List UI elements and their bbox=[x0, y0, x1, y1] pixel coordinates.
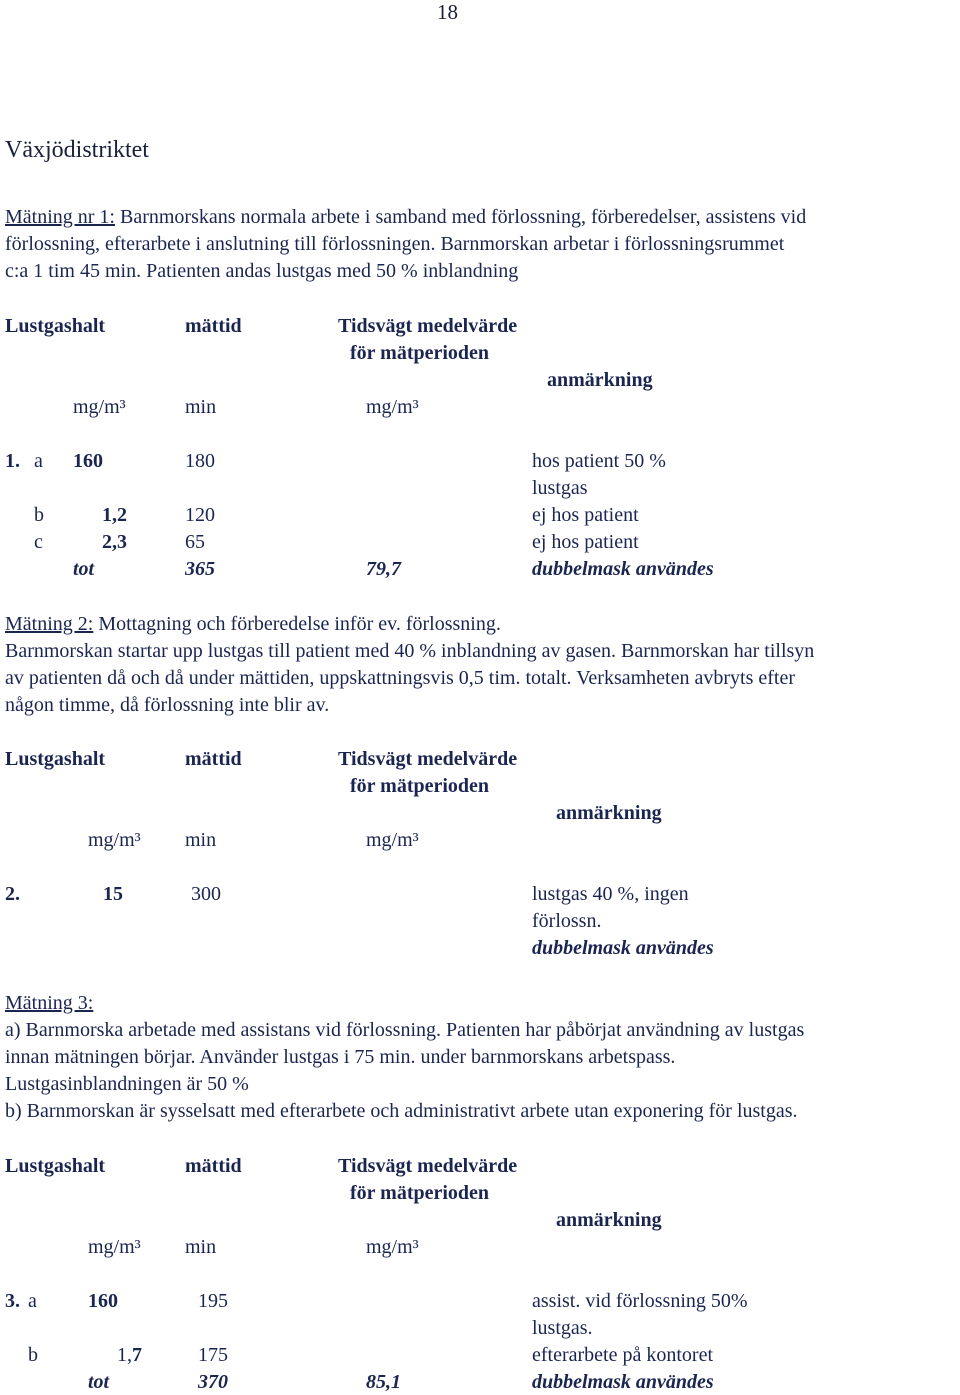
remark-line-3: dubbelmask användes bbox=[532, 937, 714, 959]
unit-concentration: mg/m³ bbox=[73, 396, 126, 418]
row-number: 3. bbox=[5, 1290, 20, 1312]
concentration-integer-part: 1, bbox=[117, 1344, 132, 1366]
time-value: 175 bbox=[198, 1344, 228, 1366]
row-sub-label: b bbox=[28, 1344, 38, 1366]
total-twa: 85,1 bbox=[366, 1371, 401, 1393]
time-value: 120 bbox=[185, 504, 215, 526]
measurement-1-label: Mätning nr 1: bbox=[5, 206, 115, 228]
col-header-for-period: för mätperioden bbox=[350, 1182, 490, 1204]
total-remark: dubbelmask användes bbox=[532, 1371, 714, 1393]
unit-concentration: mg/m³ bbox=[88, 1236, 141, 1258]
remark-line-2: lustgas bbox=[532, 477, 588, 499]
col-header-lustgashalt: Lustgashalt bbox=[5, 1155, 106, 1177]
remark: ej hos patient bbox=[532, 531, 639, 553]
time-value: 195 bbox=[198, 1290, 228, 1312]
col-header-lustgashalt: Lustgashalt bbox=[5, 748, 106, 770]
section-heading: Växjödistriktet bbox=[5, 137, 149, 163]
col-header-anmarkning: anmärkning bbox=[547, 369, 653, 391]
row-number: 2. bbox=[5, 883, 20, 905]
row-sub-label: c bbox=[34, 531, 43, 553]
total-twa: 79,7 bbox=[366, 558, 401, 580]
measurement-3-label: Mätning 3: bbox=[5, 992, 94, 1014]
concentration-value: 1,2 bbox=[102, 504, 127, 526]
total-label: tot bbox=[88, 1371, 110, 1393]
concentration-value: 160 bbox=[73, 450, 103, 472]
m1-text-line-2: förlossning, efterarbete i anslutning till förlossningen. Barnmorskan arbetar i förlossningsrummet bbox=[5, 233, 785, 255]
total-time: 365 bbox=[185, 558, 215, 580]
remark: ej hos patient bbox=[532, 504, 639, 526]
concentration-value bbox=[117, 1343, 142, 1367]
m3-text-line-1: a) Barnmorska arbetade med assistans vid förlossning. Patienten har påbörjat användning av lustgas bbox=[5, 1019, 805, 1041]
m3-text-line-2: innan mätningen börjar. Använder lustgas i 75 min. under barnmorskans arbetspass. bbox=[5, 1046, 676, 1068]
measurement-2-description bbox=[5, 611, 960, 719]
measurement-1-description bbox=[5, 204, 960, 285]
concentration-value: 2,3 bbox=[102, 531, 127, 553]
page-number: 18 bbox=[437, 0, 458, 24]
row-sub-label: b bbox=[34, 504, 44, 526]
unit-twa: mg/m³ bbox=[366, 396, 419, 418]
m2-text-line-1: Mottagning och förberedelse inför ev. förlossning. bbox=[93, 613, 501, 635]
col-header-anmarkning: anmärkning bbox=[556, 1209, 662, 1231]
measurement-3-description bbox=[5, 990, 960, 1125]
unit-twa: mg/m³ bbox=[366, 829, 419, 851]
col-header-for-period: för mätperioden bbox=[350, 775, 490, 797]
remark-line-2: förlossn. bbox=[532, 910, 602, 932]
concentration-decimal-part: 7 bbox=[132, 1344, 142, 1366]
remark-line-2: lustgas. bbox=[532, 1317, 593, 1339]
time-value: 65 bbox=[185, 531, 205, 553]
concentration-value: 15 bbox=[103, 883, 123, 905]
remark-line-1: assist. vid förlossning 50% bbox=[532, 1290, 748, 1312]
time-value: 300 bbox=[191, 883, 221, 905]
col-header-tidsvagt: Tidsvägt medelvärde bbox=[338, 1155, 518, 1177]
col-header-for-period: för mätperioden bbox=[350, 342, 490, 364]
col-header-tidsvagt: Tidsvägt medelvärde bbox=[338, 315, 518, 337]
concentration-value: 160 bbox=[88, 1290, 118, 1312]
m3-text-line-3: Lustgasinblandningen är 50 % bbox=[5, 1073, 249, 1095]
measurement-2-label: Mätning 2: bbox=[5, 613, 94, 635]
remark: efterarbete på kontoret bbox=[532, 1344, 714, 1366]
col-header-tidsvagt: Tidsvägt medelvärde bbox=[338, 748, 518, 770]
remark-line-1: lustgas 40 %, ingen bbox=[532, 883, 689, 905]
col-header-mattid: mättid bbox=[185, 1155, 242, 1177]
time-value: 180 bbox=[185, 450, 215, 472]
total-label: tot bbox=[73, 558, 95, 580]
total-remark: dubbelmask användes bbox=[532, 558, 714, 580]
m2-text-line-4: någon timme, då förlossning inte blir av. bbox=[5, 694, 330, 716]
m3-text-line-4: b) Barnmorskan är sysselsatt med efterarbete och administrativt arbete utan exponering för lustgas. bbox=[5, 1100, 798, 1122]
row-sub-label: a bbox=[34, 450, 43, 472]
col-header-mattid: mättid bbox=[185, 315, 242, 337]
m2-text-line-2: Barnmorskan startar upp lustgas till patient med 40 % inblandning av gasen. Barnmorskan har tillsyn bbox=[5, 640, 815, 662]
unit-time: min bbox=[185, 1236, 217, 1258]
row-sub-label: a bbox=[28, 1290, 37, 1312]
remark-line-1: hos patient 50 % bbox=[532, 450, 666, 472]
col-header-mattid: mättid bbox=[185, 748, 242, 770]
unit-time: min bbox=[185, 396, 217, 418]
unit-concentration: mg/m³ bbox=[88, 829, 141, 851]
m1-text-line-3: c:a 1 tim 45 min. Patienten andas lustgas med 50 % inblandning bbox=[5, 260, 519, 282]
col-header-anmarkning: anmärkning bbox=[556, 802, 662, 824]
total-time: 370 bbox=[198, 1371, 228, 1393]
m2-text-line-3: av patienten då och då under mättiden, uppskattningsvis 0,5 tim. totalt. Verksamheten avbryts efter bbox=[5, 667, 795, 689]
unit-twa: mg/m³ bbox=[366, 1236, 419, 1258]
row-number: 1. bbox=[5, 450, 20, 472]
m1-text-line-1: Barnmorskans normala arbete i samband med förlossning, förberedelser, assistens vid bbox=[115, 206, 807, 228]
col-header-lustgashalt: Lustgashalt bbox=[5, 315, 106, 337]
unit-time: min bbox=[185, 829, 217, 851]
